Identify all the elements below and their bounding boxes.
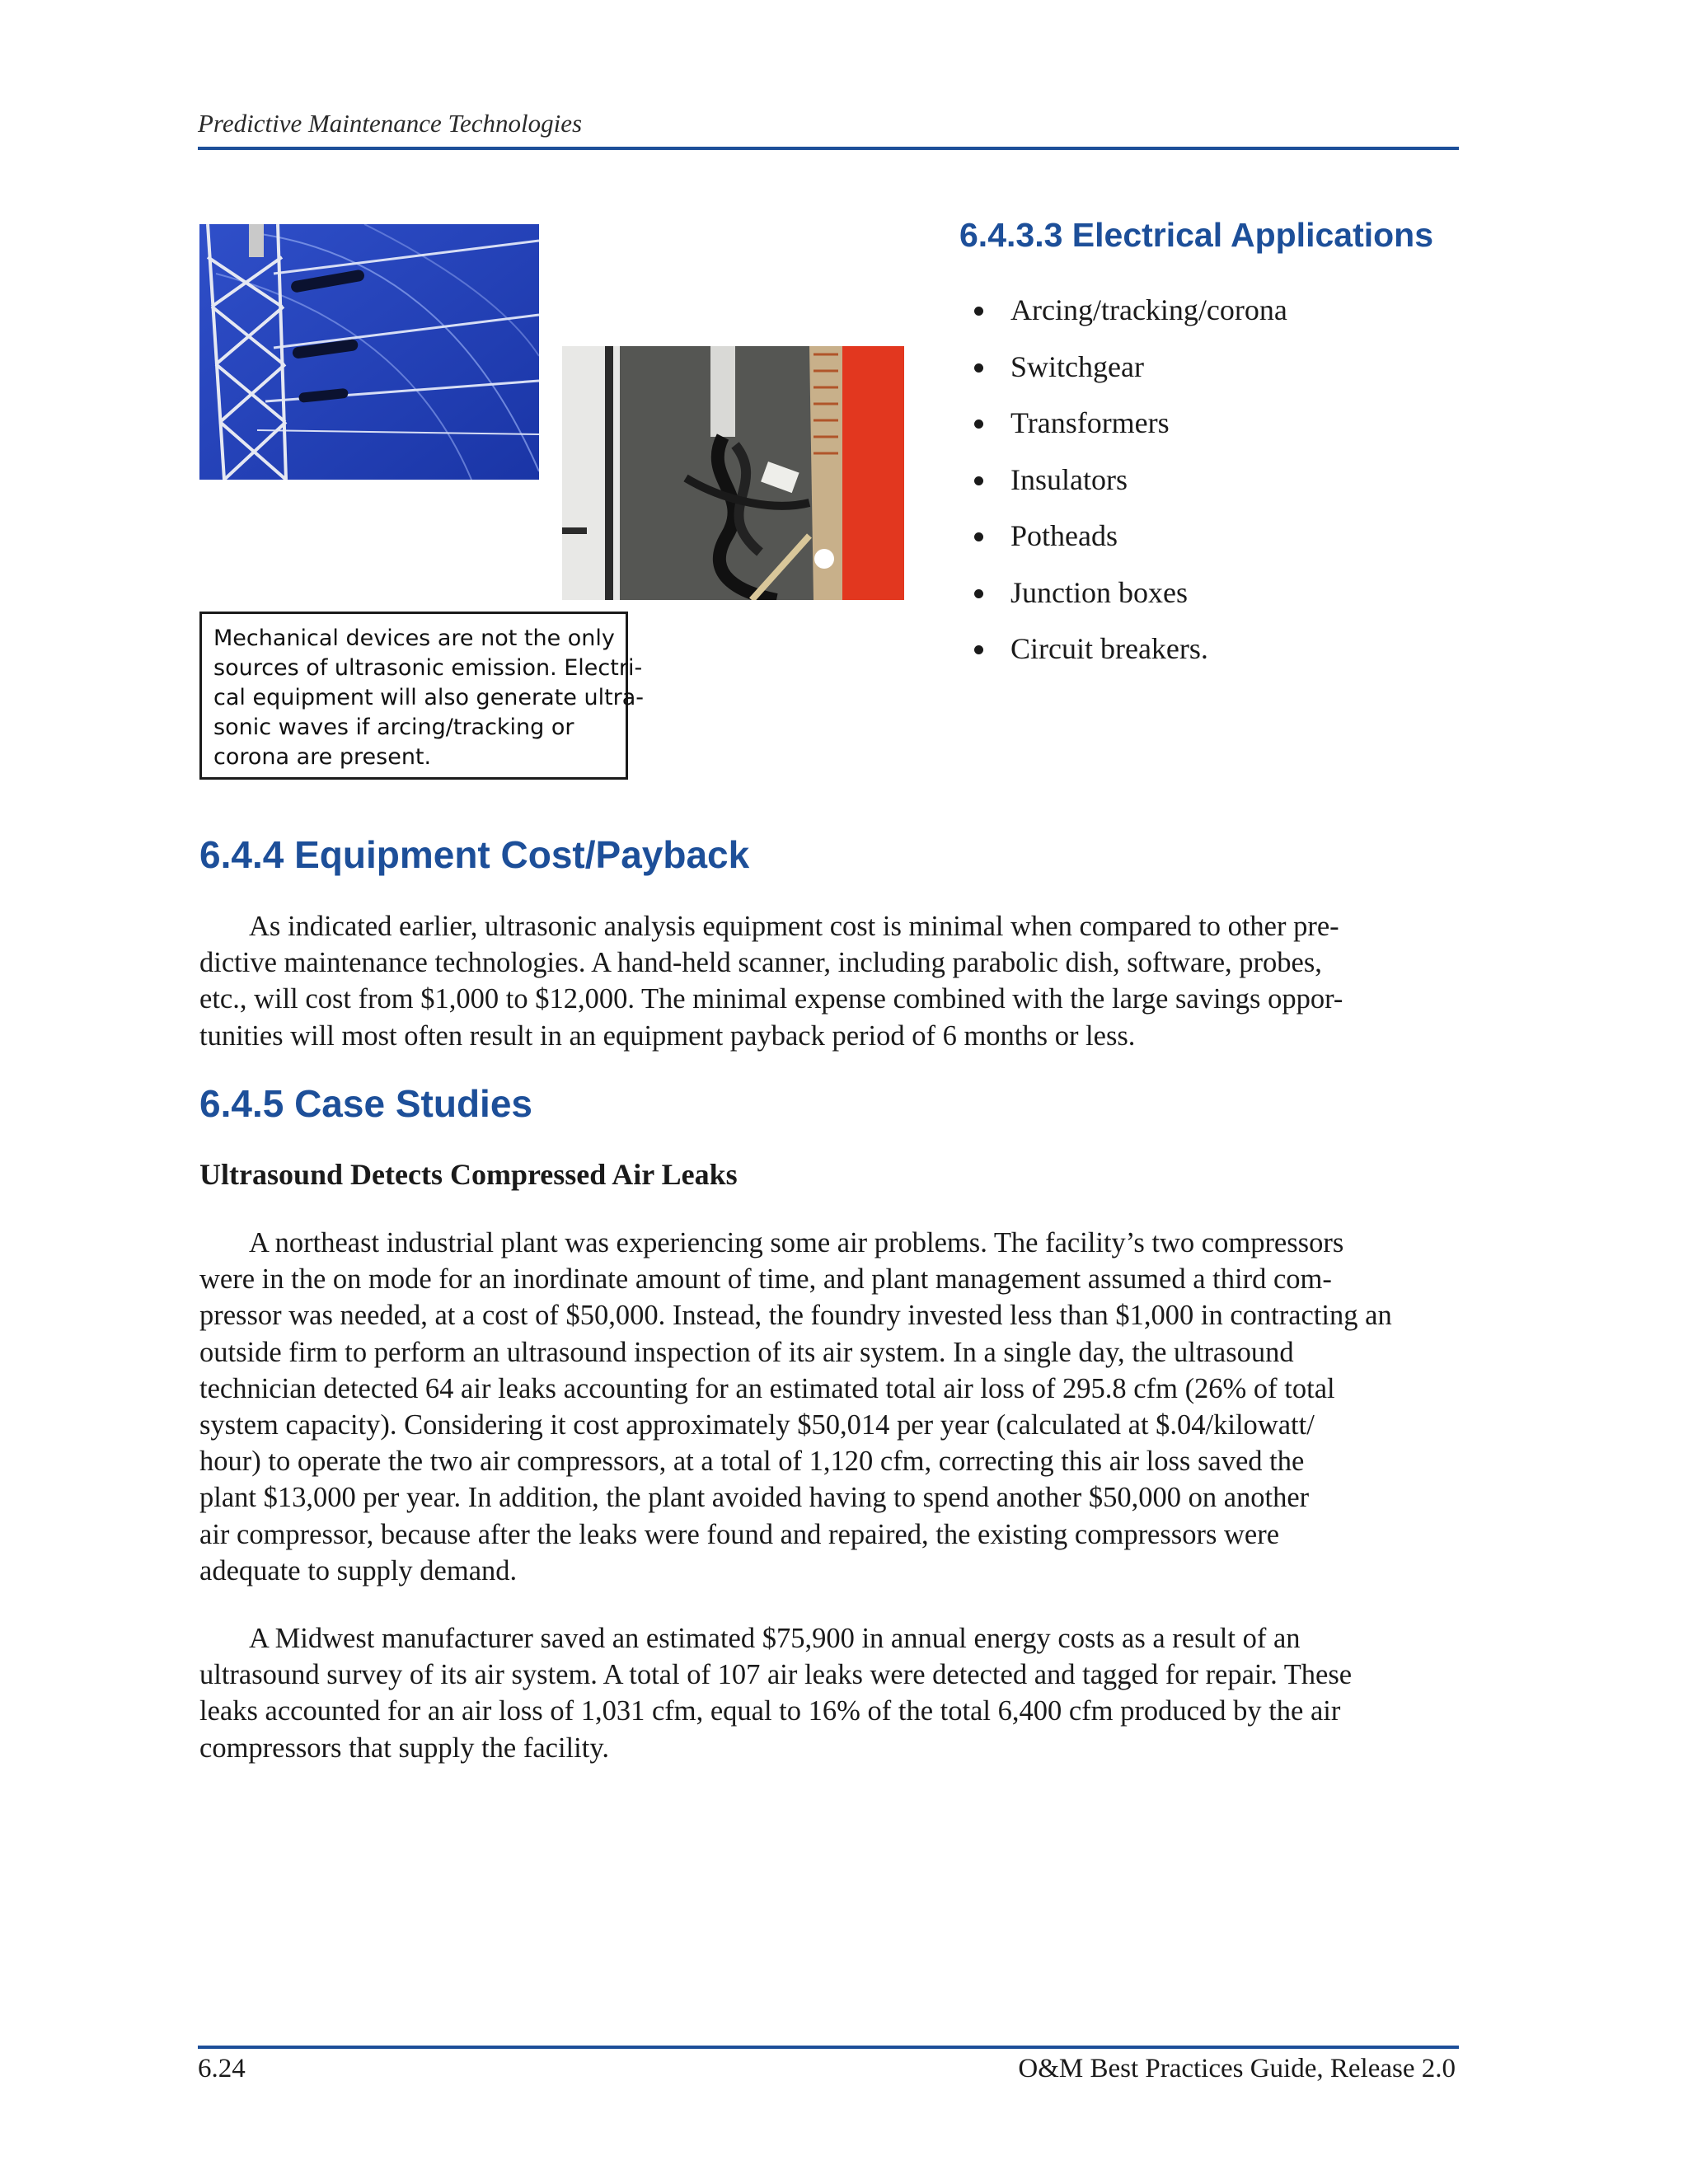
paragraph-line: compressors that supply the facility. [199,1732,609,1764]
electrical-cabinet-illustration [562,346,904,600]
page-number: 6.24 [198,2054,246,2083]
paragraph-line: pressor was needed, at a cost of $50,000. Instead, the foundry invested less than $1,000 in contracting an [199,1300,1392,1332]
caption-line: Mechanical devices are not the only [213,626,615,651]
list-item: Switchgear [973,340,1287,397]
equipment-cost-paragraph [199,908,1469,1054]
list-item: Junction boxes [973,566,1287,623]
paragraph-line: hour) to operate the two air compressors, at a total of 1,120 cfm, correcting this air loss saved the [199,1446,1305,1478]
transmission-tower-photo [199,224,539,480]
list-item: Potheads [973,509,1287,566]
paragraph-line: adequate to supply demand. [199,1554,518,1586]
transmission-tower-illustration [199,224,539,480]
list-item: Insulators [973,453,1287,510]
paragraph-line: ultrasound survey of its air system. A total of 107 air leaks were detected and tagged for repair. These [199,1659,1353,1691]
paragraph-line: system capacity). Considering it cost approximately $50,014 per year (calculated at $.04/kilowatt/ [199,1409,1315,1441]
paragraph-line: technician detected 64 air leaks accounting for an estimated total air loss of 295.8 cfm (26% of total [199,1372,1335,1404]
caption-line: sources of ultrasonic emission. Electri- [213,655,643,681]
bullet-icon [974,589,983,598]
figure-caption-box [199,612,645,780]
paragraph-line: A northeast industrial plant was experiencing some air problems. The facility’s two compressors [249,1227,1344,1258]
caption-line: corona are present. [213,744,432,770]
list-item: Arcing/tracking/corona [973,284,1287,340]
paragraph-line: were in the on mode for an inordinate amount of time, and plant management assumed a third com- [199,1263,1332,1296]
paragraph-line: tunities will most often result in an equipment payback period of 6 months or less. [199,1019,1136,1052]
bullet-icon [974,532,983,541]
case-study-title: Ultrasound Detects Compressed Air Leaks [199,1158,738,1191]
footer-rule [198,2046,1459,2049]
paragraph-line: As indicated earlier, ultrasonic analysis equipment cost is minimal when compared to other pre- [249,911,1339,942]
bullet-icon [974,363,983,373]
electrical-cabinet-photo [562,346,904,600]
guide-title: O&M Best Practices Guide, Release 2.0 [1018,2054,1456,2083]
running-header: Predictive Maintenance Technologies [198,109,583,138]
case-studies-heading: 6.4.5 Case Studies [199,1082,532,1125]
paragraph-line: dictive maintenance technologies. A hand-held scanner, including parabolic dish, software, probes, [199,947,1322,979]
bullet-icon [974,476,983,485]
list-item: Circuit breakers. [973,622,1287,679]
caption-line: sonic waves if arcing/tracking or [213,715,574,740]
bullet-icon [974,307,983,316]
paragraph-line: leaks accounted for an air loss of 1,031 cfm, equal to 16% of the total 6,400 cfm produced by the air [199,1695,1341,1727]
list-item: Transformers [973,396,1287,453]
caption-line: cal equipment will also generate ultra- [213,685,645,710]
case-study-paragraph-1 [199,1225,1469,1589]
paragraph-line: etc., will cost from $1,000 to $12,000. The minimal expense combined with the large savings oppor- [199,983,1343,1015]
bullet-icon [974,645,983,654]
paragraph-line: air compressor, because after the leaks were found and repaired, the existing compressors were [199,1518,1280,1550]
paragraph-line: plant $13,000 per year. In addition, the plant avoided having to spend another $50,000 on another [199,1482,1310,1514]
paragraph-line: A Midwest manufacturer saved an estimated $75,900 in annual energy costs as a result of an [249,1623,1301,1654]
case-study-paragraph-2 [199,1620,1469,1766]
equipment-cost-heading: 6.4.4 Equipment Cost/Payback [199,833,750,876]
header-rule [198,147,1459,150]
electrical-applications-heading: 6.4.3.3 Electrical Applications [959,216,1434,254]
electrical-applications-list [973,284,1287,679]
bullet-icon [974,419,983,429]
paragraph-line: outside firm to perform an ultrasound inspection of its air system. In a single day, the ultrasound [199,1336,1294,1368]
